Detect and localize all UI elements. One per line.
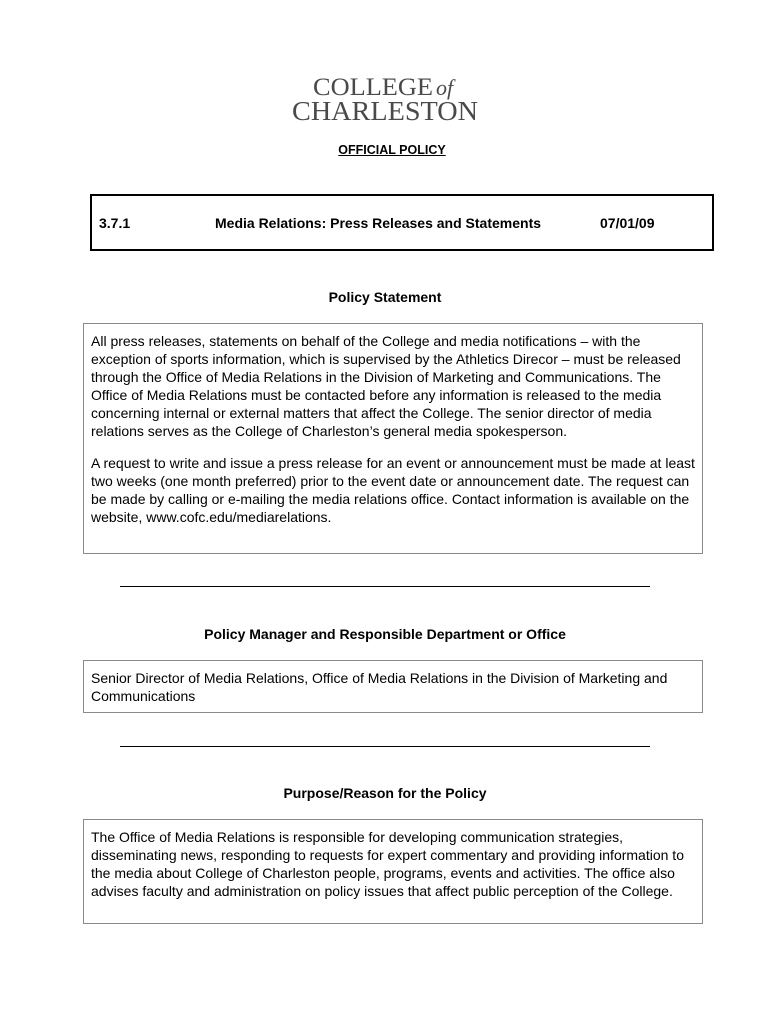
college-logo bbox=[292, 72, 484, 124]
section-divider bbox=[120, 746, 650, 747]
logo-line-of: of bbox=[436, 75, 454, 100]
policy-number: 3.7.1 bbox=[99, 215, 131, 231]
college-logo-wordmark bbox=[292, 72, 484, 124]
policy-statement-heading: Policy Statement bbox=[328, 289, 442, 305]
logo-line-college: COLLEGE bbox=[313, 74, 433, 101]
policy-purpose-paragraph: The Office of Media Relations is responsible for developing communication strategies, disseminating news, responding to requests for expert commentary and providing information to the media about College of Charleston people, programs, events and activities. The office also advises faculty and administration on policy issues that affect public perception of the College. bbox=[91, 829, 684, 899]
policy-statement-box bbox=[83, 323, 703, 554]
section-divider bbox=[120, 586, 650, 587]
policy-purpose-heading: Purpose/Reason for the Policy bbox=[283, 785, 487, 801]
policy-statement-paragraph-1: All press releases, statements on behalf of the College and media notifications – with the exception of sports information, which is supervised by the Athletics Direcor – must be released through the Office of Media Relations in the Division of Marketing and Communications. The Office of Media Relations must be contacted before any information is released to the media concerning internal or external matters that affect the College. The senior director of media relations serves as the College of Charleston’s general media spokesperson. bbox=[91, 333, 681, 439]
policy-title: Media Relations: Press Releases and Statements bbox=[215, 215, 542, 231]
policy-purpose-box bbox=[83, 819, 703, 924]
official-policy-label: OFFICIAL POLICY bbox=[338, 143, 446, 157]
policy-date: 07/01/09 bbox=[600, 215, 655, 231]
policy-statement-paragraph-2: A request to write and issue a press release for an event or announcement must be made at least two weeks (one month preferred) prior to the event date or announcement date. The request can be made by calling or e-mailing the media relations office. Contact information is available on the website, www.cofc.edu/mediarelations. bbox=[91, 455, 695, 525]
policy-header-box bbox=[90, 194, 714, 251]
logo-line-charleston: CHARLESTON bbox=[292, 96, 478, 124]
policy-manager-box bbox=[83, 660, 703, 713]
policy-manager-paragraph: Senior Director of Media Relations, Office of Media Relations in the Division of Marketing and Communications bbox=[91, 670, 668, 704]
policy-manager-heading: Policy Manager and Responsible Department or Office bbox=[204, 626, 566, 642]
